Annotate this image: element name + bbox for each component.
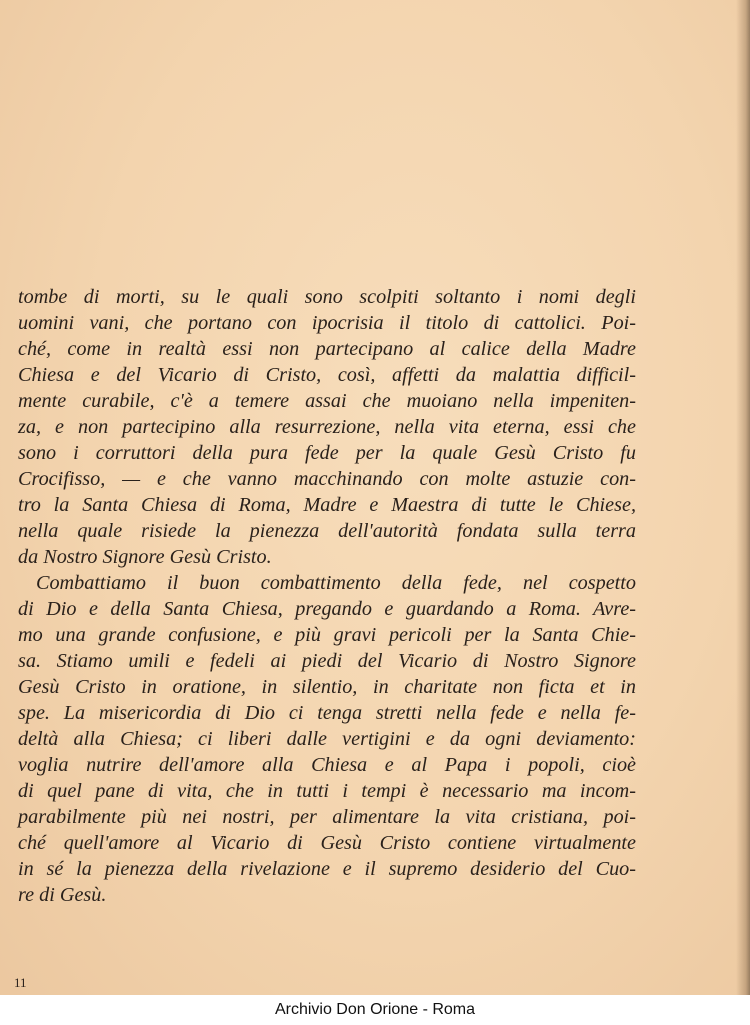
text-line: re di Gesù. [18,884,107,906]
body-text [18,284,636,908]
text-line: uomini vani, che portano con ipocrisia il titolo di cattolici. Poi- [18,312,636,334]
text-line: di quel pane di vita, che in tutti i tempi è necessario ma incom- [18,780,636,802]
archive-caption: Archivio Don Orione - Roma [0,995,750,1025]
text-line: ché quell'amore al Vicario di Gesù Cristo contiene virtualmente [18,832,636,854]
page-number: 11 [14,975,27,990]
text-line: Crocifisso, — e che vanno macchinando con molte astuzie con- [18,468,636,490]
text-line: mente curabile, c'è a temere assai che muoiano nella impeniten- [18,390,636,412]
text-line: tombe di morti, su le quali sono scolpiti soltanto i nomi degli [18,286,636,308]
text-line: parabilmente più nei nostri, per alimentare la vita cristiana, poi- [18,806,636,828]
text-line: voglia nutrire dell'amore alla Chiesa e al Papa i popoli, cioè [18,754,636,776]
text-line: tro la Santa Chiesa di Roma, Madre e Maestra di tutte le Chiese, [18,494,636,516]
text-line: nella quale risiede la pienezza dell'autorità fondata sulla terra [18,520,636,542]
text-line: za, e non partecipino alla resurrezione, nella vita eterna, essi che [18,416,636,438]
paragraph-1 [18,284,636,570]
text-line: spe. La misericordia di Dio ci tenga stretti nella fede e nella fe- [18,702,636,724]
text-line: mo una grande confusione, e più gravi pericoli per la Santa Chie- [18,624,636,646]
text-line: Chiesa e del Vicario di Cristo, così, affetti da malattia difficil- [18,364,636,386]
text-line: da Nostro Signore Gesù Cristo. [18,546,272,568]
text-line: di Dio e della Santa Chiesa, pregando e guardando a Roma. Avre- [18,598,636,620]
text-line: Gesù Cristo in oratione, in silentio, in charitate non ficta et in [18,676,636,698]
paragraph-2 [18,570,636,908]
text-line: sa. Stiamo umili e fedeli ai piedi del Vicario di Nostro Signore [18,650,636,672]
page-binding-edge [736,0,750,1025]
text-line: deltà alla Chiesa; ci liberi dalle vertigini e da ogni deviamento: [18,728,636,750]
text-line: ché, come in realtà essi non partecipano al calice della Madre [18,338,636,360]
text-line: in sé la pienezza della rivelazione e il supremo desiderio del Cuo- [18,858,636,880]
text-line: sono i corruttori della pura fede per la quale Gesù Cristo fu [18,442,636,464]
text-line: Combattiamo il buon combattimento della fede, nel cospetto [36,572,636,594]
